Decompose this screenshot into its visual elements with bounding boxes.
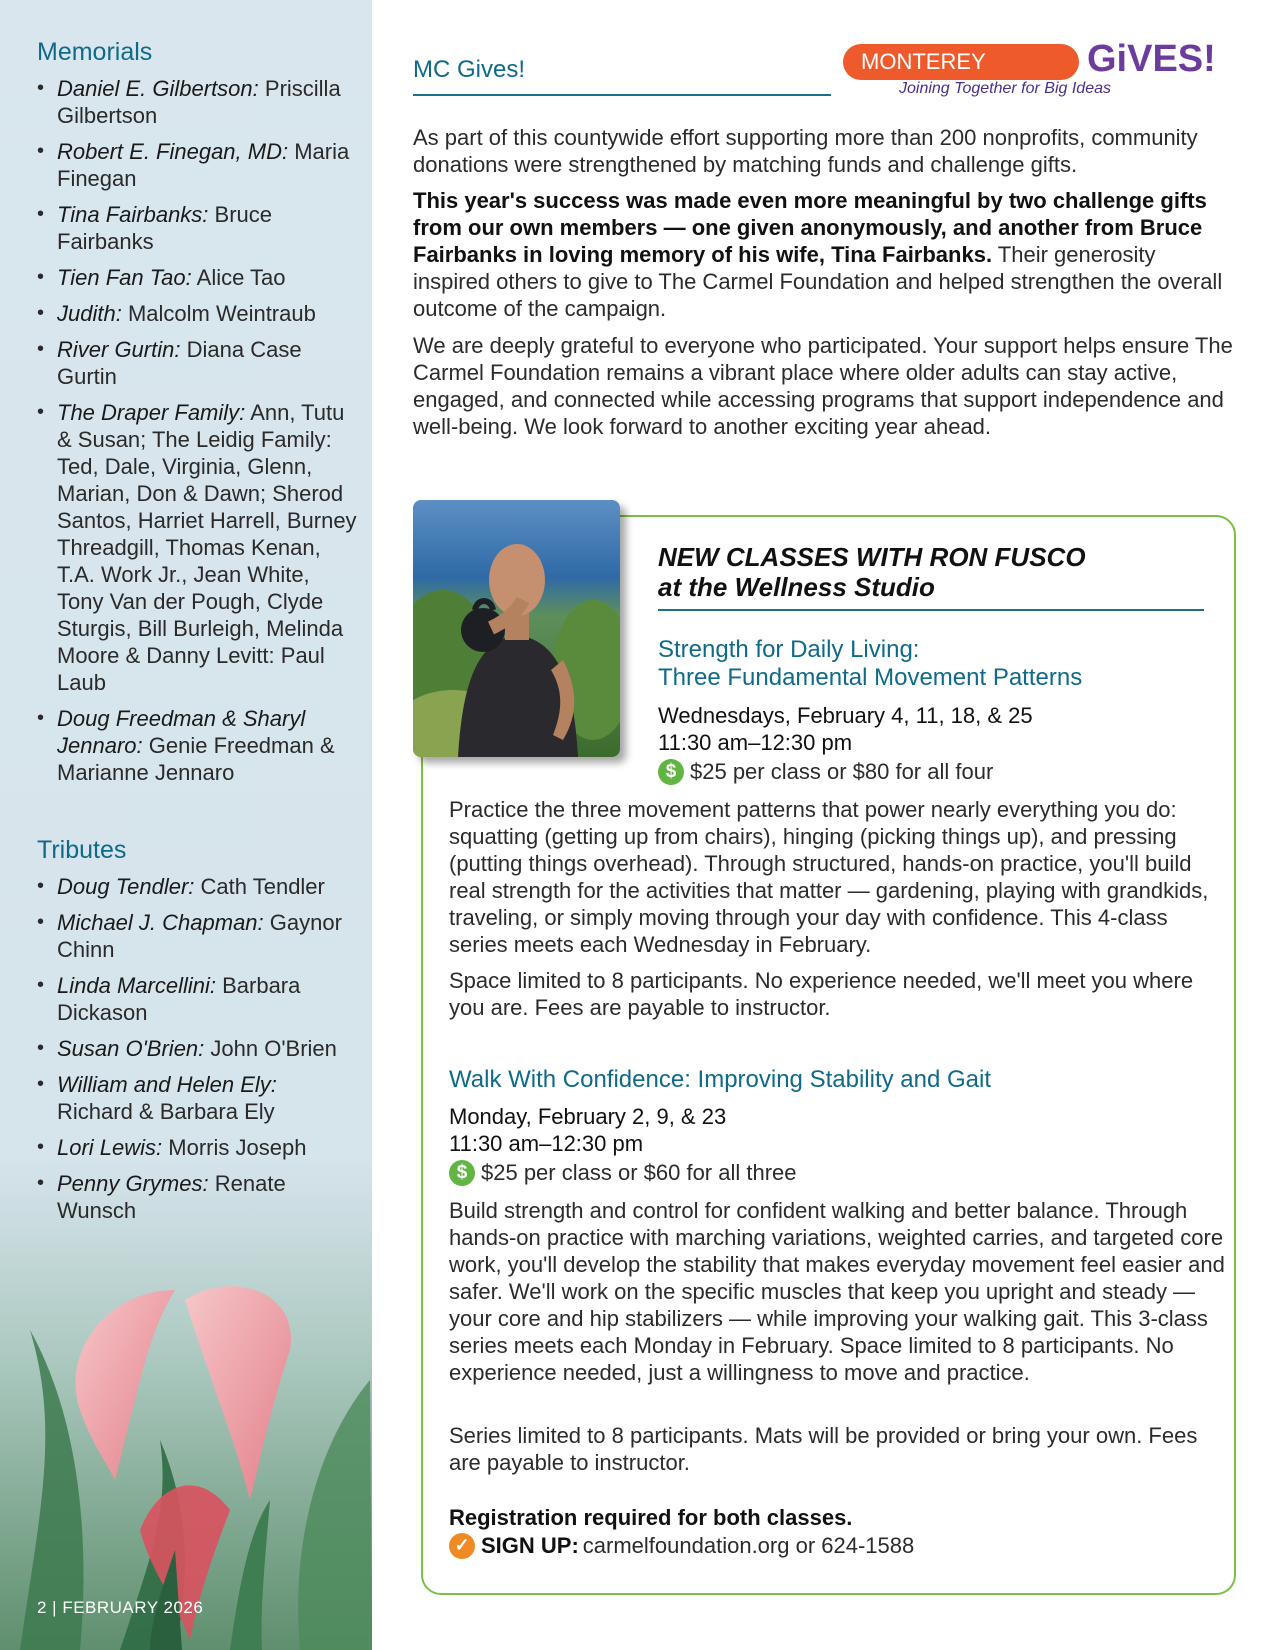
- tributes-list: [37, 873, 357, 1233]
- class2-title: Walk With Confidence: Improving Stability and Gait: [449, 1066, 992, 1093]
- paragraph: We are deeply grateful to everyone who participated. Your support helps ensure The Carmel Foundation remains a vibrant place where older adults can stay active, engaged, and connected while accessing programs that support independence and well-being. We look forward to another exciting year ahead.: [413, 333, 1233, 439]
- divider: [413, 94, 831, 96]
- paragraph-bold: This year's success was made even more meaningful by two challenge gifts from our own members — one given anonymously, and another from Bruce Fairbanks in loving memory of his wife, Tina Fairbanks.: [413, 188, 1207, 267]
- signup-link[interactable]: carmelfoundation.org or 624-1588: [582, 1533, 915, 1558]
- divider: [658, 609, 1204, 611]
- signup-label: SIGN UP:: [481, 1533, 579, 1558]
- class2-description: Build strength and control for confident walking and better balance. Through hands-on practice with marching variations, weighted carries, and targeted core work, you'll develop the stability that makes everyday movement feel easier and safer. We'll work on the specific muscles that keep you upright and steady — your core and hip stabilizers — while improving your walking gait. This 3-class series meets each Monday in February. Space limited to 8 participants. No experience needed, just a willingness to move and practice.: [449, 1198, 1225, 1385]
- memorials-heading: Memorials: [37, 38, 153, 66]
- class2-price: $ $25 per class or $60 for all three: [449, 1159, 797, 1186]
- list-item: • Judith: Malcolm Weintraub: [37, 300, 357, 327]
- list-item: • Doug Freedman & Sharyl Jennaro: Genie Freedman & Marianne Jennaro: [37, 705, 357, 786]
- paragraph: [413, 187, 1233, 322]
- list-item: • Robert E. Finegan, MD: Maria Finegan: [37, 138, 357, 192]
- list-item: • William and Helen Ely: Richard & Barbara Ely: [37, 1071, 357, 1125]
- tributes-heading: Tributes: [37, 836, 127, 864]
- list-item: • Susan O'Brien: John O'Brien: [37, 1035, 357, 1062]
- registration-note: Registration required for both classes.: [449, 1505, 853, 1530]
- memorials-list: [37, 75, 357, 795]
- list-item: • Daniel E. Gilbertson: Priscilla Gilbertson: [37, 75, 357, 129]
- list-item: • Tien Fan Tao: Alice Tao: [37, 264, 357, 291]
- classes-heading: NEW CLASSES WITH RON FUSCO at the Wellness Studio: [658, 542, 1086, 602]
- signup-row: [449, 1532, 914, 1559]
- instructor-photo-image: [413, 500, 620, 757]
- logo-tagline: Joining Together for Big Ideas: [899, 80, 1111, 97]
- list-item: • Michael J. Chapman: Gaynor Chinn: [37, 909, 357, 963]
- list-item: • The Draper Family: Ann, Tutu & Susan; The Leidig Family: Ted, Dale, Virginia, Glenn, Marian, Don & Dawn; Sherod Santos, Harriet Harrell, Burney Threadgill, Thomas Kenan, T.A. Work Jr., Jean White, Tony Van der Pough, Clyde Sturgis, Bill Burleigh, Melinda Moore & Danny Levitt: Paul Laub: [37, 399, 357, 696]
- logo-gives-wordmark: GiVES!: [1087, 38, 1216, 80]
- dollar-icon: $: [449, 1160, 475, 1186]
- sidebar: [0, 0, 372, 1650]
- class2-note: Series limited to 8 participants. Mats will be provided or bring your own. Fees are payable to instructor.: [449, 1423, 1198, 1475]
- instructor-photo: [413, 500, 620, 757]
- list-item: • River Gurtin: Diana Case Gurtin: [37, 336, 357, 390]
- list-item: • Linda Marcellini: Barbara Dickason: [37, 972, 357, 1026]
- check-icon: ✓: [449, 1533, 475, 1559]
- dollar-icon: $: [658, 759, 684, 785]
- logo-county-pill: MONTEREY COUNTY: [843, 44, 1079, 80]
- mc-gives-logo: [843, 38, 1223, 110]
- paragraph: As part of this countywide effort supporting more than 200 nonprofits, community donations were strengthened by matching funds and challenge gifts.: [413, 125, 1198, 177]
- class1-price: $ $25 per class or $80 for all four: [658, 758, 993, 785]
- list-item: • Penny Grymes: Renate Wunsch: [37, 1170, 357, 1224]
- class1-title: Strength for Daily Living: Three Fundamental Movement Patterns: [658, 636, 1083, 691]
- list-item: • Doug Tendler: Cath Tendler: [37, 873, 357, 900]
- class1-note: Space limited to 8 participants. No experience needed, we'll meet you where you are. Fees are payable to instructor.: [449, 968, 1194, 1020]
- page-footer: 2 | FEBRUARY 2026: [37, 1598, 204, 1617]
- section-title: MC Gives!: [413, 56, 526, 83]
- class1-description: Practice the three movement patterns that power nearly everything you do: squatting (getting up from chairs), hinging (picking things up), and pressing (putting things overhead). Through structured, hands-on practice, you'll build real strength for the activities that matter — gardening, playing with grandkids, traveling, or simply moving through your day with confidence. This 4-class series meets each Wednesday in February.: [449, 797, 1209, 957]
- paragraph-rest: Their generosity inspired others to give to The Carmel Foundation and helped strengthen the overall outcome of the campaign.: [413, 242, 1223, 321]
- list-item: • Lori Lewis: Morris Joseph: [37, 1134, 357, 1161]
- list-item: • Tina Fairbanks: Bruce Fairbanks: [37, 201, 357, 255]
- class1-schedule: Wednesdays, February 4, 11, 18, & 25 11:30 am–12:30 pm: [658, 703, 1033, 755]
- calla-lily-illustration: [0, 1180, 372, 1650]
- class2-schedule: Monday, February 2, 9, & 23 11:30 am–12:30 pm: [449, 1104, 727, 1156]
